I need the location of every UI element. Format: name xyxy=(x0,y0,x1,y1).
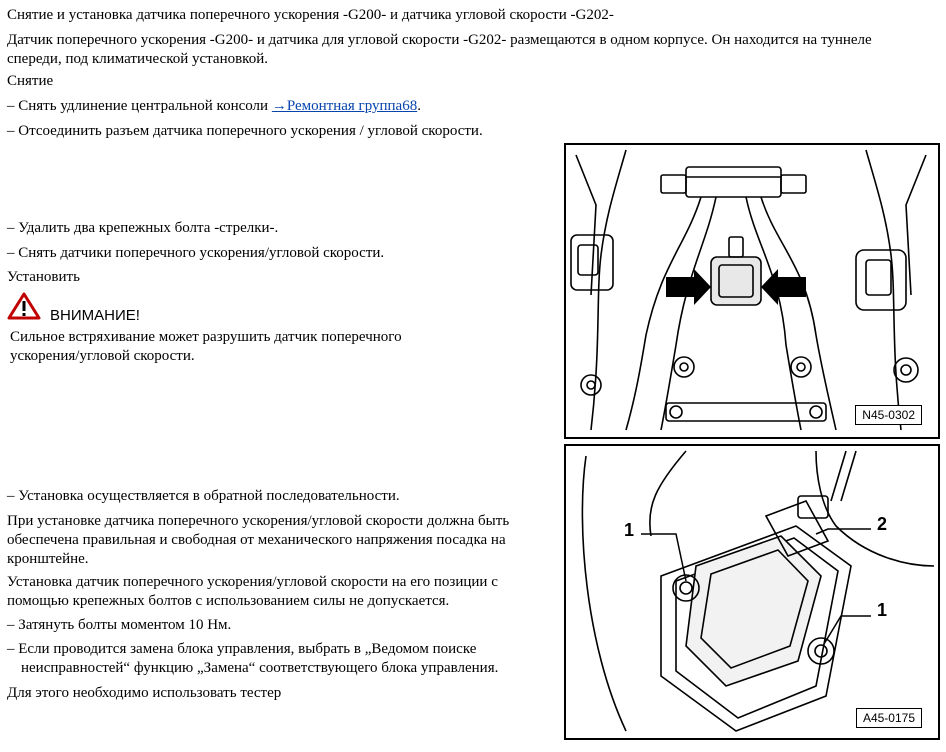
warning-icon xyxy=(7,292,41,320)
install-figure-label: A45-0175 xyxy=(856,708,922,728)
warning-text: Сильное встряхивание может разрушить датчик поперечного ускорения/угловой скорости. xyxy=(10,329,402,364)
install-figure xyxy=(564,444,940,740)
callout-bolt-left: 1 xyxy=(624,520,635,540)
page-title: Снятие и установка датчика поперечного ускорения -G200- и датчика угловой скорости -G202- xyxy=(7,7,614,23)
install-step-2: – Затянуть болты моментом 10 Нм. xyxy=(7,617,232,633)
removal-step-1-text: – Снять удлинение центральной консоли xyxy=(7,98,272,114)
install-step-1: – Установка осуществляется в обратной последовательности. xyxy=(7,488,400,504)
warning-title: ВНИМАНИЕ! xyxy=(50,307,140,324)
removal-heading: Снятие xyxy=(7,73,54,89)
removal-step-3: – Удалить два крепежных болта -стрелки-. xyxy=(7,220,279,236)
callout-bolt-right: 1 xyxy=(877,600,888,620)
install-heading: Установить xyxy=(7,269,80,285)
removal-step-2: – Отсоединить разъем датчика поперечного ускорения / угловой скорости. xyxy=(7,123,483,139)
removal-step-1-suffix: . xyxy=(417,98,421,114)
install-paragraph-1: При установке датчика поперечного ускорения/угловой скорости должна быть обеспечена правильная и свободная от механического напряжения посадка на кронштейне. xyxy=(7,513,510,567)
removal-figure xyxy=(564,143,940,439)
removal-step-4: – Снять датчики поперечного ускорения/угловой скорости. xyxy=(7,245,385,261)
left-arrow-icon xyxy=(666,269,711,305)
install-paragraph-2: Установка датчик поперечного ускорения/угловой скорости на его позиции с помощью крепежных болтов с использованием силы не допускается. xyxy=(7,574,498,609)
install-step-3-line-1: – Если проводится замена блока управления, выбрать в „Ведомом поиске xyxy=(7,641,477,657)
install-final-note: Для этого необходимо использовать тестер xyxy=(7,685,282,701)
removal-figure-label: N45-0302 xyxy=(855,405,922,425)
callout-connector: 2 xyxy=(877,514,888,534)
repair-group-link[interactable]: →Ремонтная группа68 xyxy=(271,98,418,114)
intro-paragraph: Датчик поперечного ускорения -G200- и датчика для угловой скорости -G202- размещаются в одном корпусе. Он находится на туннеле спереди, под климатической установкой. xyxy=(7,32,872,67)
install-illustration xyxy=(566,446,938,738)
install-step-3-line-2: неисправностей“ функцию „Замена“ соответствующего блока управления. xyxy=(21,660,499,676)
removal-step-1 xyxy=(7,97,421,116)
removal-illustration xyxy=(566,145,938,437)
